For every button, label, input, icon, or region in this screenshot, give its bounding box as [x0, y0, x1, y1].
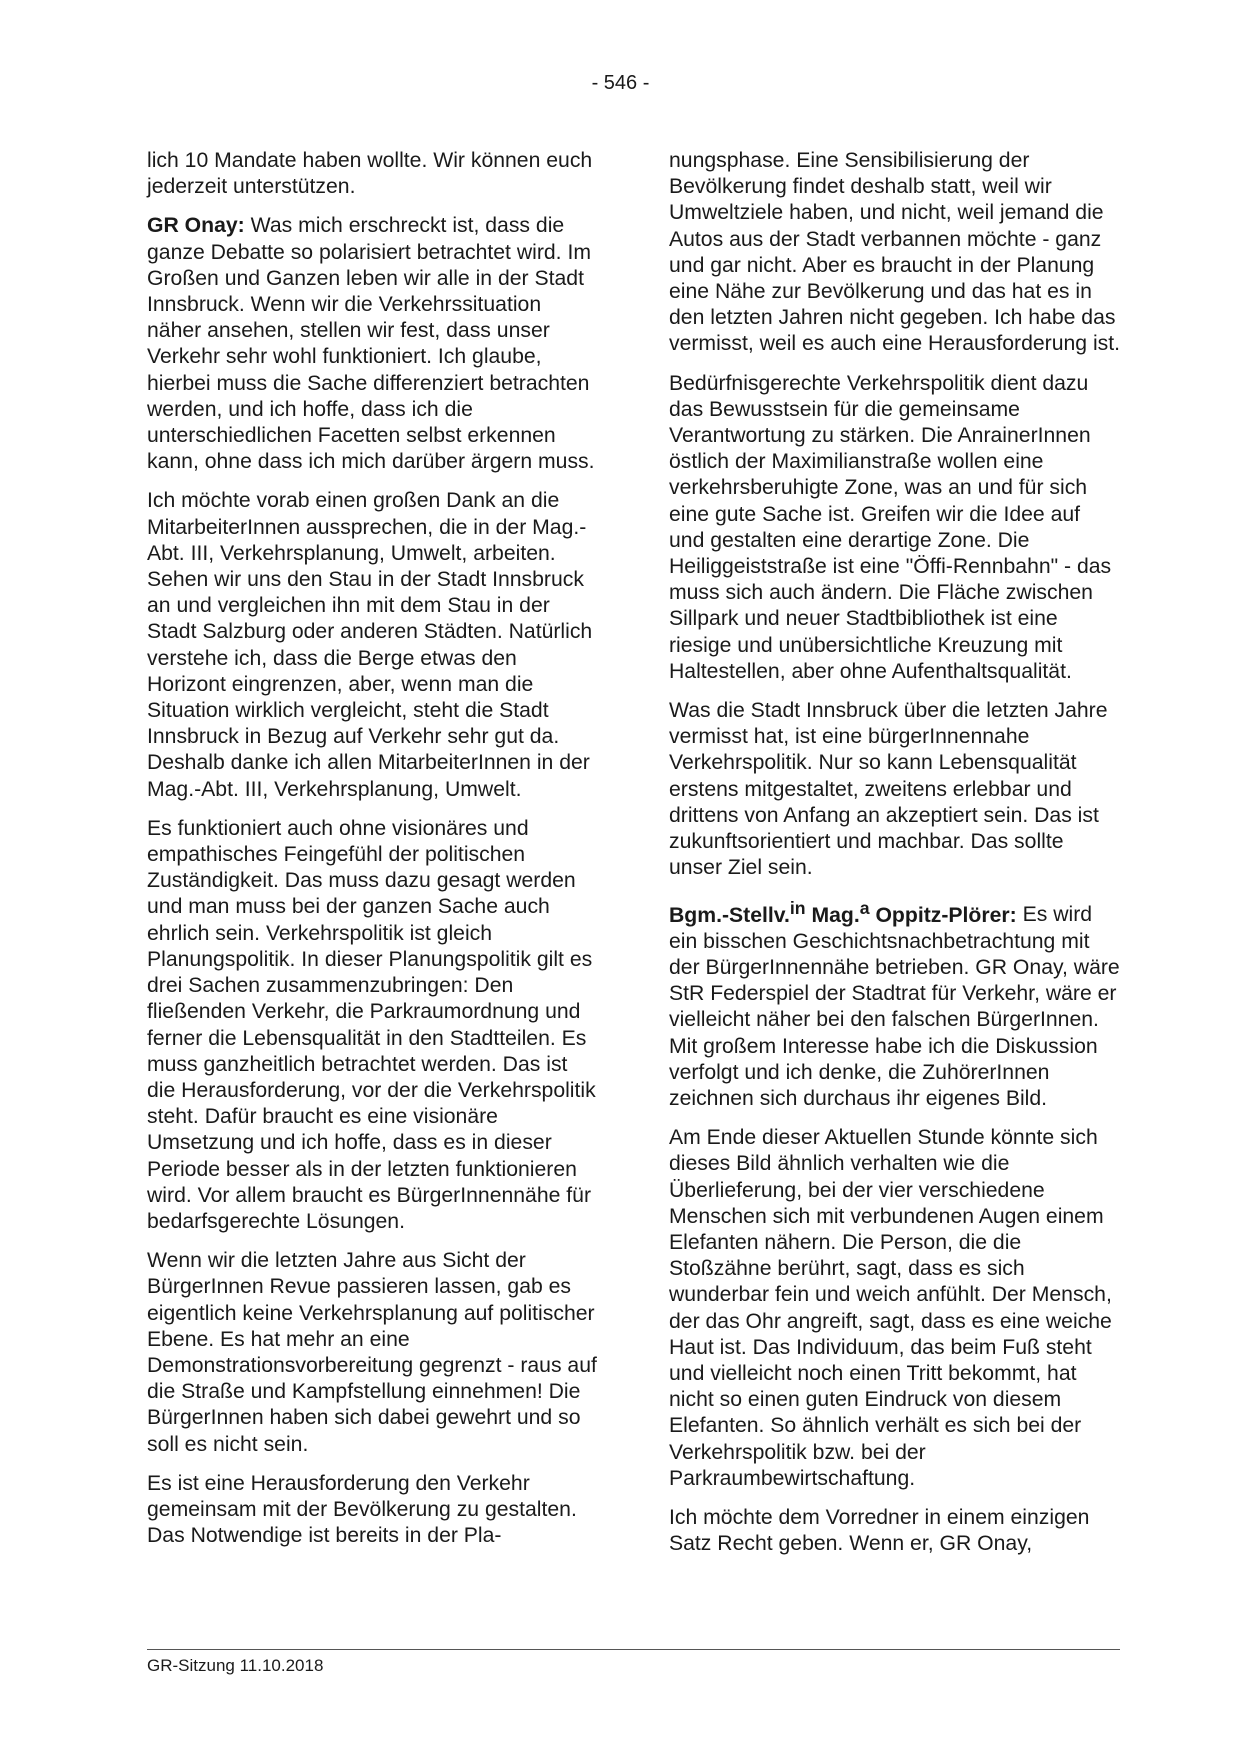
paragraph: Wenn wir die letzten Jahre aus Sicht der BürgerInnen Revue passieren lassen, gab es eigentlich keine Verkehrsplanung auf politischer Ebene. Es hat mehr an eine Demonstrationsvorbereitung gegrenzt - raus auf die Straße und Kampfstellung einnehmen! Die BürgerInnen haben sich dabei gewehrt und so soll es nicht sein. [147, 1249, 597, 1456]
paragraph: Was die Stadt Innsbruck über die letzten Jahre vermisst hat, ist eine bürgerInnennahe Verkehrspolitik. Nur so kann Lebensqualität erstens mitgestaltet, zweitens erlebbar und drittens von Anfang an akzeptiert sein. Das ist zukunftsorientiert und machbar. Das sollte unser Ziel sein. [669, 699, 1108, 880]
speaker-surname: Oppitz-Plörer: [869, 903, 1017, 927]
speaker-name [669, 897, 1017, 927]
paragraph: Es ist eine Herausforderung den Verkehr gemeinsam mit der Bevölkerung zu gestalten. Das Notwendige ist bereits in der Pla- [147, 1471, 577, 1548]
left-column [147, 148, 599, 1562]
paragraph: lich 10 Mandate haben wollte. Wir können euch jederzeit unterstützen. [147, 149, 593, 199]
footer-divider [147, 1649, 1120, 1650]
speaker-superscript: in [789, 897, 806, 918]
paragraph: Ich möchte vorab einen großen Dank an die MitarbeiterInnen aussprechen, die in der Mag.-Abt. III, Verkehrsplanung, Umwelt, arbeiten. Sehen wir uns den Stau in der Stadt Innsbruck an und vergleichen ihn mit dem Stau in der Stadt Salzburg oder anderen Städten. Natürlich verstehe ich, dass die Berge etwas den Horizont eingrenzen, aber, wenn man die Situation wirklich vergleicht, steht die Stadt Innsbruck in Bezug auf Verkehr sehr gut da. Deshalb danke ich allen MitarbeiterInnen in der Mag.-Abt. III, Verkehrsplanung, Umwelt. [147, 489, 593, 801]
paragraph: Am Ende dieser Aktuellen Stunde könnte sich dieses Bild ähnlich verhalten wie die Überlieferung, bei der vier verschiedene Menschen sich mit verbundenen Augen einem Elefanten nähern. Die Person, die die Stoßzähne berührt, sagt, dass es sich wunderbar fein und weich anfühlt. Der Mensch, der das Ohr angreift, sagt, dass es eine weiche Haut ist. Das Individuum, das beim Fuß steht und vielleicht noch einen Tritt bekommt, hat nicht so einen guten Eindruck von diesem Elefanten. So ähnlich verhält es sich bei der Verkehrspolitik bzw. bei der Parkraumbewirtschaftung. [669, 1126, 1112, 1490]
paragraph: Ich möchte dem Vorredner in einem einzigen Satz Recht geben. Wenn er, GR Onay, [669, 1506, 1090, 1556]
speech-text: Es wird ein bisschen Geschichtsnachbetrachtung mit der BürgerInnennähe betrieben. GR Onay, wäre StR Federspiel der Stadtrat für Verkehr, wäre er vielleicht näher bei den falschen BürgerInnen. Mit großem Interesse habe ich die Diskussion verfolgt und ich denke, die ZuhörerInnen zeichnen sich durchaus ihr eigenes Bild. [669, 903, 1120, 1110]
paragraph: nungsphase. Eine Sensibilisierung der Bevölkerung findet deshalb statt, weil wir Umweltziele haben, und nicht, weil jemand die Autos aus der Stadt verbannen möchte - ganz und gar nicht. Aber es braucht in der Planung eine Nähe zur Bevölkerung und das hat es in den letzten Jahren nicht gegeben. Ich habe das vermisst, weil es auch eine Herausforderung ist. [669, 149, 1121, 356]
paragraph: Es funktioniert auch ohne visionäres und empathisches Feingefühl der politischen Zuständigkeit. Das muss dazu gesagt werden und man muss bei der ganzen Sache auch ehrlich sein. Verkehrspolitik ist gleich Planungspolitik. In dieser Planungspolitik gilt es drei Sachen zusammenzubringen: Den fließenden Verkehr, die Parkraumordnung und ferner die Lebensqualität in den Stadtteilen. Es muss ganzheitlich betrachtet werden. Das ist die Herausforderung, vor der die Verkehrspolitik steht. Dafür braucht es eine visionäre Umsetzung und ich hoffe, dass es in dieser Periode besser als in der letzten funktionieren wird. Vor allem braucht es BürgerInnennähe für bedarfsgerechte Lösungen. [147, 816, 596, 1233]
right-column [669, 148, 1121, 1570]
speaker-title: Bgm.-Stellv. [669, 903, 790, 927]
speaker-superscript: a [859, 897, 870, 918]
paragraph [147, 213, 599, 475]
speech-text: Was mich erschreckt ist, dass die ganze Debatte so polarisiert betrachtet wird. Im Großen und Ganzen leben wir alle in der Stadt Innsbruck. Wenn wir die Verkehrssituation näher ansehen, stellen wir fest, dass unser Verkehr sehr wohl funktioniert. Ich glaube, hierbei muss die Sache differenziert betrachten werden, und ich hoffe, dass ich die unterschiedlichen Facetten selbst erkennen kann, ohne dass ich mich darüber ärgern muss. [147, 214, 595, 474]
paragraph [669, 894, 1121, 1112]
speaker-name: GR Onay: [147, 214, 245, 238]
page-number: - 546 - [591, 72, 650, 94]
speaker-degree: Mag. [805, 903, 860, 927]
paragraph: Bedürfnisgerechte Verkehrspolitik dient dazu das Bewusstsein für die gemeinsame Verantwortung zu stärken. Die AnrainerInnen östlich der Maximilianstraße wollen eine verkehrsberuhigte Zone, was an und für sich eine gute Sache ist. Greifen wir die Idee auf und gestalten eine derartige Zone. Die Heiliggeiststraße ist eine "Öffi-Rennbahn" - das muss sich auch ändern. Die Fläche zwischen Sillpark und neuer Stadtbibliothek ist eine riesige und unübersichtliche Kreuzung mit Haltestellen, aber ohne Aufenthaltsqualität. [669, 371, 1112, 683]
footer-session-label: GR-Sitzung 11.10.2018 [147, 1656, 324, 1675]
